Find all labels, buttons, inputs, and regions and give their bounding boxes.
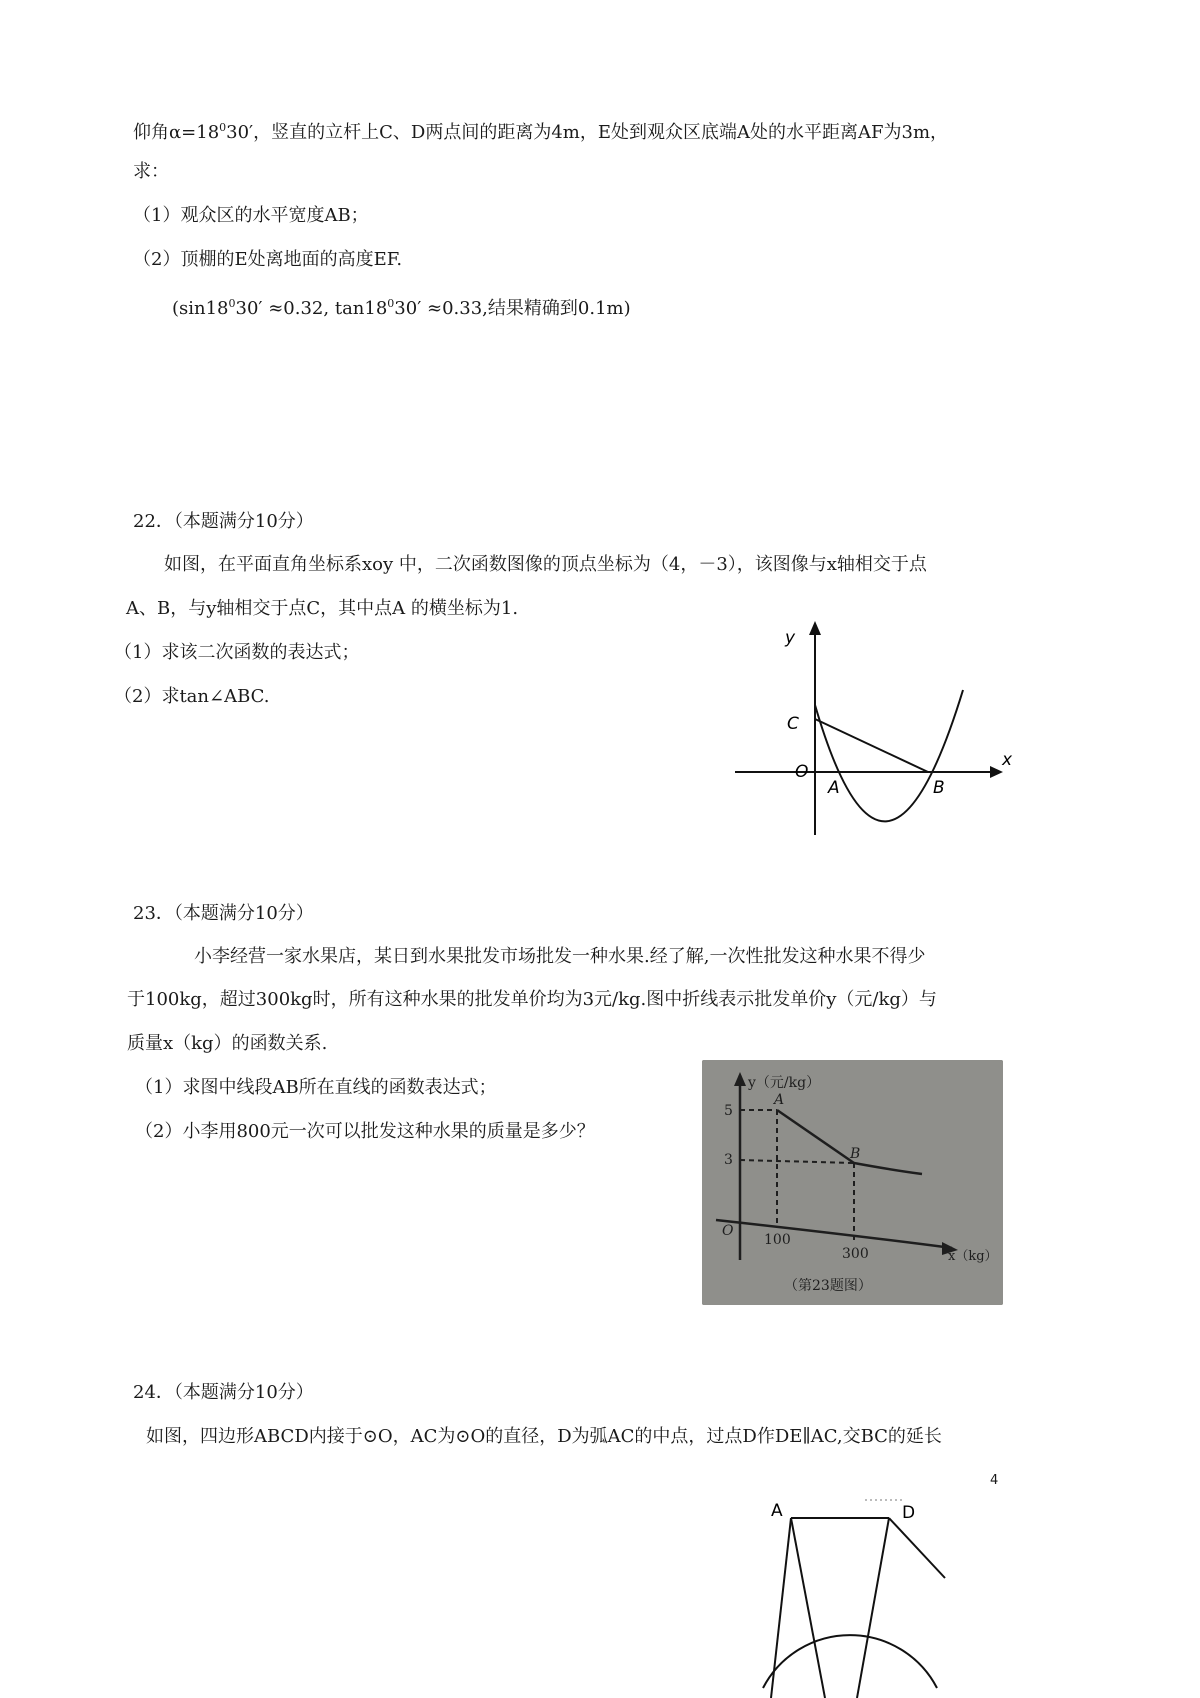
q21-hint bbox=[172, 292, 631, 321]
q21-hint-sup2: 0 bbox=[387, 297, 395, 310]
label-o: O bbox=[795, 762, 809, 782]
label-d: D bbox=[902, 1503, 916, 1523]
segment-a-down1 bbox=[771, 1518, 791, 1698]
tick-100: 100 bbox=[764, 1232, 791, 1248]
q22-part1: （1）求该二次函数的表达式； bbox=[114, 642, 360, 663]
q21-line2: 求： bbox=[133, 161, 169, 182]
q24-line1: 如图，四边形ABCD内接于⊙O，AC为⊙O的直径，D为弧AC的中点，过点D作DE∥AC,交BC的延长 bbox=[146, 1426, 942, 1447]
page-number: 4 bbox=[990, 1473, 999, 1488]
label-a: A bbox=[774, 1092, 785, 1108]
segment-a-down2 bbox=[791, 1518, 825, 1698]
q21-part2: （2）顶棚的E处离地面的高度EF. bbox=[133, 249, 403, 270]
q21-line1 bbox=[133, 116, 948, 145]
label-y: y bbox=[785, 628, 796, 648]
q24-header: 24．（本题满分10分） bbox=[133, 1382, 314, 1403]
q21-line1-sup: 0 bbox=[219, 121, 227, 134]
q22-header: 22．（本题满分10分） bbox=[133, 511, 314, 532]
segment-cb bbox=[815, 719, 928, 772]
parabola-curve bbox=[815, 690, 963, 821]
q22-parabola-figure bbox=[725, 615, 1025, 840]
segment-d-down2 bbox=[889, 1518, 945, 1578]
label-xlabel: x（kg） bbox=[948, 1249, 998, 1264]
q23-part2: （2）小李用800元一次可以批发这种水果的质量是多少？ bbox=[135, 1121, 595, 1142]
tick-3: 3 bbox=[724, 1152, 733, 1168]
q21-part1: （1）观众区的水平宽度AB； bbox=[133, 205, 369, 226]
q21-hint-c: 30′ ≈0.33,结果精确到0.1m) bbox=[394, 298, 631, 319]
y-axis-arrow bbox=[809, 621, 821, 635]
q21-hint-a: (sin18 bbox=[172, 298, 229, 319]
q23-graph bbox=[702, 1060, 1003, 1305]
label-a: A bbox=[828, 778, 840, 798]
q23-photo-figure bbox=[702, 1060, 1003, 1305]
q21-hint-sup1: 0 bbox=[228, 297, 236, 310]
q24-circle-figure bbox=[755, 1478, 955, 1698]
circle-arc bbox=[763, 1635, 937, 1688]
segment-d-down1 bbox=[857, 1518, 889, 1698]
q22-line2: A、B，与y轴相交于点C，其中点A 的横坐标为1. bbox=[126, 598, 519, 619]
q21-hint-b: 30′ ≈0.32, tan18 bbox=[235, 298, 388, 319]
q23-line2: 于100kg，超过300kg时，所有这种水果的批发单价均为3元/kg.图中折线表示批发单价y（元/kg）与 bbox=[127, 989, 937, 1010]
q21-line1-a: 仰角α=18 bbox=[133, 122, 220, 143]
label-b: B bbox=[850, 1146, 861, 1162]
label-x: x bbox=[1002, 750, 1013, 770]
tick-300: 300 bbox=[842, 1246, 869, 1262]
q22-part2: （2）求tan∠ABC. bbox=[114, 686, 270, 707]
q23-part1: （1）求图中线段AB所在直线的函数表达式； bbox=[135, 1077, 497, 1098]
label-c: C bbox=[787, 714, 799, 734]
label-ylabel: y（元/kg） bbox=[748, 1075, 821, 1091]
figure-caption: （第23题图） bbox=[784, 1278, 872, 1294]
q23-line3: 质量x（kg）的函数关系. bbox=[127, 1033, 328, 1054]
q23-line1: 小李经营一家水果店，某日到水果批发市场批发一种水果.经了解,一次性批发这种水果不得少 bbox=[194, 946, 926, 967]
q23-header: 23．（本题满分10分） bbox=[133, 903, 314, 924]
label-a: A bbox=[771, 1501, 783, 1521]
tick-5: 5 bbox=[724, 1103, 733, 1119]
q21-line1-b: 30′，竖直的立杆上C、D两点间的距离为4m，E处到观众区底端A处的水平距离AF为3m， bbox=[226, 122, 949, 143]
label-o: O bbox=[722, 1223, 734, 1239]
q22-line1: 如图，在平面直角坐标系xoy 中，二次函数图像的顶点坐标为（4，－3），该图像与x轴相交于点 bbox=[164, 554, 927, 575]
label-b: B bbox=[933, 778, 945, 798]
